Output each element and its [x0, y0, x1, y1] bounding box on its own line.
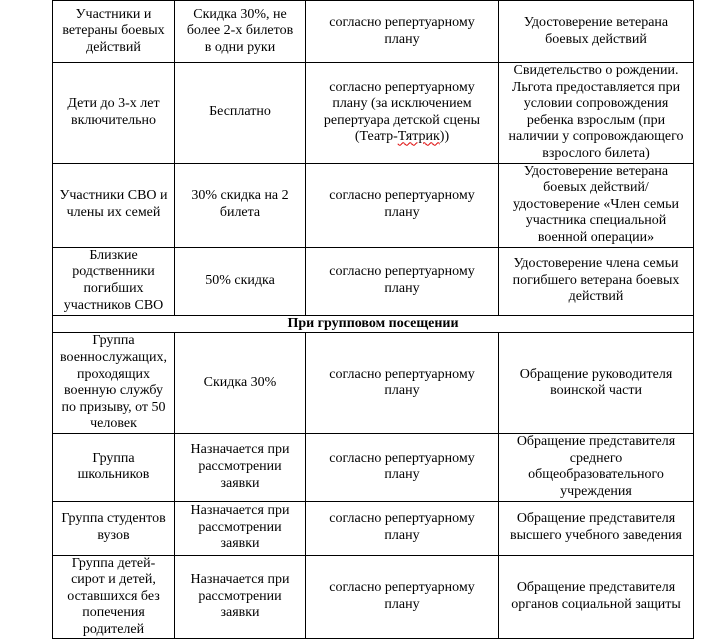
schedule-cell: согласно репертуарному плану	[306, 247, 499, 315]
schedule-cell: согласно репертуарному плану	[306, 434, 499, 501]
discount-cell: Скидка 30%	[175, 333, 306, 434]
discount-cell: Назначается при рассмотрении заявки	[175, 434, 306, 501]
schedule-cell: согласно репертуарному плану	[306, 1, 499, 63]
category-cell: Дети до 3-х лет включительно	[53, 63, 175, 164]
category-cell: Близкие родственники погибших участников СВО	[53, 247, 175, 315]
document-cell: Удостоверение ветерана боевых действий	[499, 1, 694, 63]
table-row	[53, 555, 694, 639]
category-cell: Участники и ветераны боевых действий	[53, 1, 175, 63]
schedule-cell: согласно репертуарному плану	[306, 501, 499, 555]
document-cell: Удостоверение ветерана боевых действий/ удостоверение «Член семьи участника специальной военной операции»	[499, 163, 694, 247]
table-row	[53, 501, 694, 555]
discount-cell: 30% скидка на 2 билета	[175, 163, 306, 247]
document-cell: Обращение руководителя воинской части	[499, 333, 694, 434]
document-cell: Удостоверение члена семьи погибшего ветерана боевых действий	[499, 247, 694, 315]
document-cell: Обращение представителя органов социальной защиты	[499, 555, 694, 639]
document-cell: Обращение представителя среднего общеобразовательного учреждения	[499, 434, 694, 501]
category-cell: Участники СВО и члены их семей	[53, 163, 175, 247]
benefits-table	[52, 0, 694, 639]
category-cell: Группа школьников	[53, 434, 175, 501]
document-cell: Обращение представителя высшего учебного заведения	[499, 501, 694, 555]
document-cell: Свидетельство о рождении. Льгота предоставляется при условии сопровождения ребенка взрослым (при наличии у сопровождающего взрослого билета)	[499, 63, 694, 164]
category-cell: Группа студентов вузов	[53, 501, 175, 555]
schedule-cell: согласно репертуарному плану (за исключением репертуара детской сцены (Театр-Тятрик))	[306, 63, 499, 164]
category-cell: Группа военнослужащих, проходящих военную службу по призыву, от 50 человек	[53, 333, 175, 434]
schedule-cell: согласно репертуарному плану	[306, 333, 499, 434]
discount-cell: 50% скидка	[175, 247, 306, 315]
group-header-row	[53, 315, 694, 333]
spellcheck-underlined-word: Тятрик	[397, 129, 440, 145]
schedule-cell: согласно репертуарному плану	[306, 555, 499, 639]
discount-cell: Назначается при рассмотрении заявки	[175, 555, 306, 639]
discount-cell: Бесплатно	[175, 63, 306, 164]
category-cell: Группа детей- сирот и детей, оставшихся без попечения родителей	[53, 555, 175, 639]
table-row	[53, 163, 694, 247]
table-row	[53, 434, 694, 501]
table-row	[53, 63, 694, 164]
table-row	[53, 247, 694, 315]
group-visit-header: При групповом посещении	[53, 315, 694, 333]
schedule-cell: согласно репертуарному плану	[306, 163, 499, 247]
discount-cell: Назначается при рассмотрении заявки	[175, 501, 306, 555]
table-row	[53, 1, 694, 63]
table-row	[53, 333, 694, 434]
discount-cell: Скидка 30%, не более 2-х билетов в одни руки	[175, 1, 306, 63]
